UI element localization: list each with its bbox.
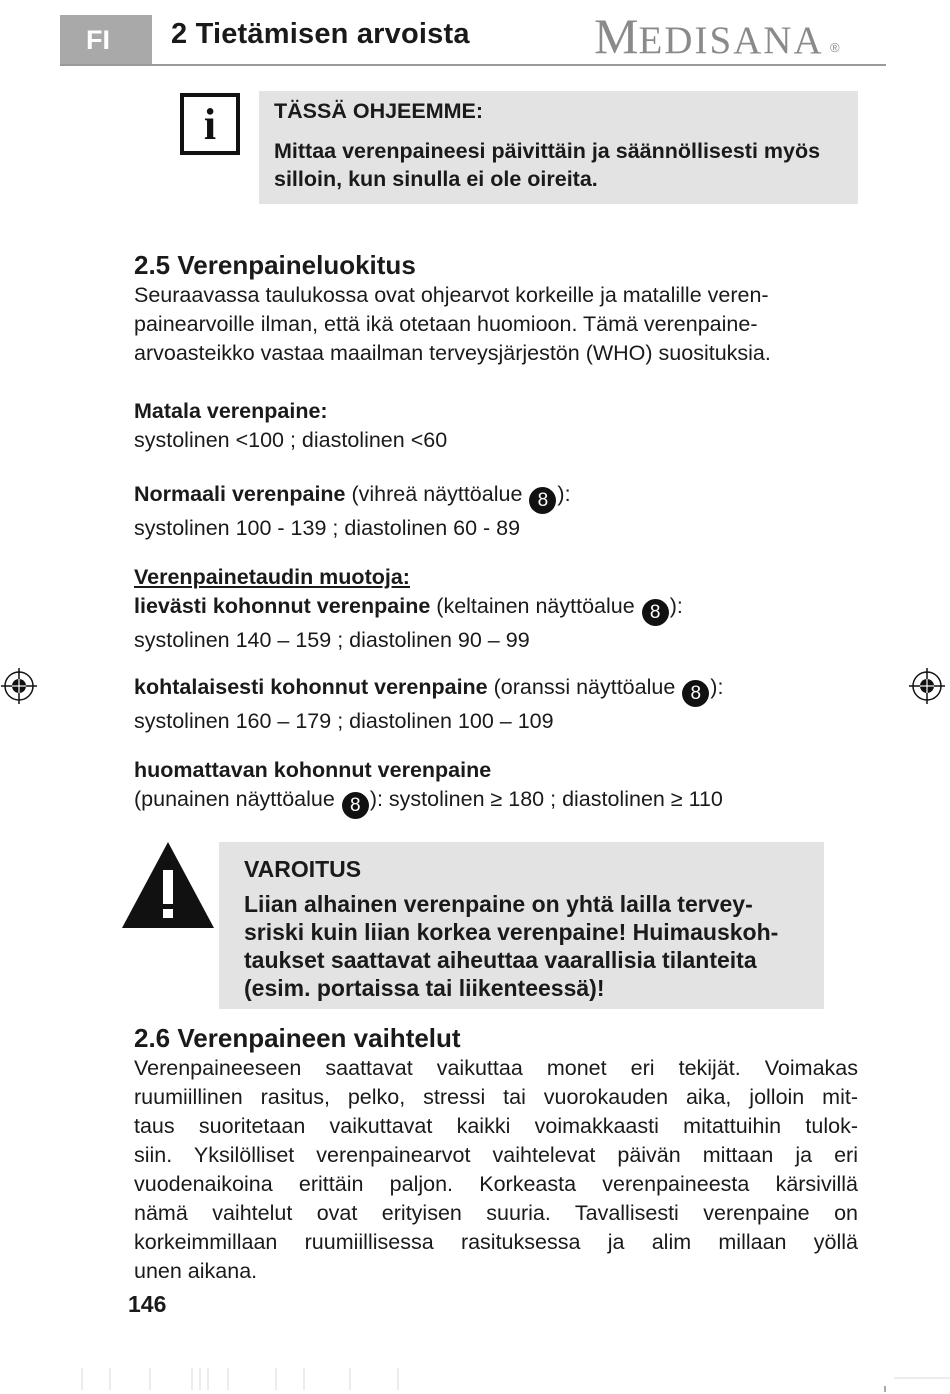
entry-note: (vihreä näyttöalue (351, 482, 523, 506)
body-line: nämä vaihtelut ovat erityisen suuria. Tavallisesti verenpaine on (134, 1201, 858, 1225)
display-ref-badge: 8 (529, 487, 556, 514)
warning-triangle-icon (122, 842, 214, 928)
severe-hypertension-entry (134, 756, 858, 819)
warning-line: Liian alhainen verenpaine on yhtä lailla tervey- (244, 891, 753, 917)
body-line: taus suoritetaan vaikuttavat kaikki voimakkaasti mitattuihin tulok- (134, 1114, 858, 1138)
page-number: 146 (128, 1291, 167, 1317)
intro-line: arvoasteikko vastaa maailman terveysjärjestön (WHO) suosituksia. (134, 341, 771, 365)
entry-values: ): systolinen ≥ 180 ; diastolinen ≥ 110 (369, 787, 723, 811)
body-line: ruumiillinen rasitus, pelko, stressi tai vuorokauden aika, jolloin mit- (134, 1085, 858, 1109)
entry-note-close: ): (557, 482, 571, 506)
entry-title: Matala verenpaine: (134, 399, 328, 423)
display-ref-badge: 8 (682, 680, 709, 707)
section-2-6 (134, 1022, 858, 1286)
entry-values: systolinen 160 – 179 ; diastolinen 100 – 109 (134, 709, 554, 733)
warning-line: (esim. portaissa tai liikenteessä)! (244, 975, 605, 1001)
display-ref-badge: 8 (642, 599, 669, 626)
header-divider (60, 64, 886, 66)
entry-title: lievästi kohonnut verenpaine (134, 594, 431, 618)
body-line: korkeimmillaan ruumiillisessa rasituksessa ja alim millaan yöllä (134, 1230, 858, 1254)
warning-note (219, 842, 824, 1009)
registration-mark-icon (1, 668, 37, 704)
body-line: unen aikana. (134, 1259, 258, 1283)
entry-note: (punainen näyttöalue (134, 787, 335, 811)
body-line: Verenpaineeseen saattavat vaikuttaa monet eri tekijät. Voimakas (134, 1056, 858, 1080)
section-body (134, 1054, 858, 1286)
entry-title: kohtalaisesti kohonnut verenpaine (134, 675, 488, 699)
warning-title: VAROITUS (244, 856, 362, 882)
warning-line: taukset saattavat aiheuttaa vaarallisia tilanteita (244, 947, 757, 973)
forms-heading: Verenpainetaudin muotoja: (134, 565, 410, 589)
registration-mark-icon (909, 668, 945, 704)
info-title: TÄSSÄ OHJEEMME: (274, 99, 484, 123)
info-text: Mittaa verenpaineesi päivittäin ja säännöllisesti myös silloin, kun sinulla ei ole oireita. (274, 139, 821, 191)
entry-values: systolinen 100 - 139 ; diastolinen 60 - 89 (134, 516, 521, 540)
language-badge: FI (60, 15, 152, 65)
moderate-hypertension-entry (134, 673, 858, 736)
entry-values: systolinen 140 – 159 ; diastolinen 90 – 99 (134, 628, 530, 652)
section-heading: 2.6 Verenpaineen vaihtelut (134, 1023, 461, 1053)
body-line: siin. Yksilölliset verenpainearvot vaihtelevat päivän mittaan ja eri (134, 1143, 858, 1167)
entry-title: Normaali verenpaine (134, 482, 346, 506)
page-title: 2 Tietämisen arvoista (171, 18, 470, 50)
intro-line: Seuraavassa taulukossa ovat ohjearvot korkeille ja matalille veren- (134, 283, 769, 307)
intro-line: painearvoille ilman, että ikä otetaan huomioon. Tämä verenpaine- (134, 312, 758, 336)
trim-marks (0, 1364, 950, 1394)
brand-logo: MEDISANA ® (594, 8, 840, 64)
section-heading: 2.5 Verenpaineluokitus (134, 250, 416, 280)
entry-note: (keltainen näyttöalue (436, 594, 635, 618)
info-note (259, 91, 858, 204)
display-ref-badge: 8 (342, 792, 369, 819)
entry-note-close: ): (669, 594, 683, 618)
mild-hypertension-entry (134, 563, 858, 655)
section-intro (134, 281, 858, 368)
entry-title: huomattavan kohonnut verenpaine (134, 758, 492, 782)
body-line: vuodenaikoina erittäin paljon. Korkeasta verenpaineesta kärsivillä (134, 1172, 858, 1196)
entry-note: (oranssi näyttöalue (493, 675, 676, 699)
low-pressure-entry (134, 397, 858, 455)
entry-values: systolinen <100 ; diastolinen <60 (134, 428, 448, 452)
info-icon: i (180, 93, 240, 155)
entry-note-close: ): (710, 675, 724, 699)
section-2-5 (134, 249, 858, 368)
normal-pressure-entry (134, 480, 858, 543)
warning-line: sriski kuin liian korkea verenpaine! Huimauskoh- (244, 919, 779, 945)
